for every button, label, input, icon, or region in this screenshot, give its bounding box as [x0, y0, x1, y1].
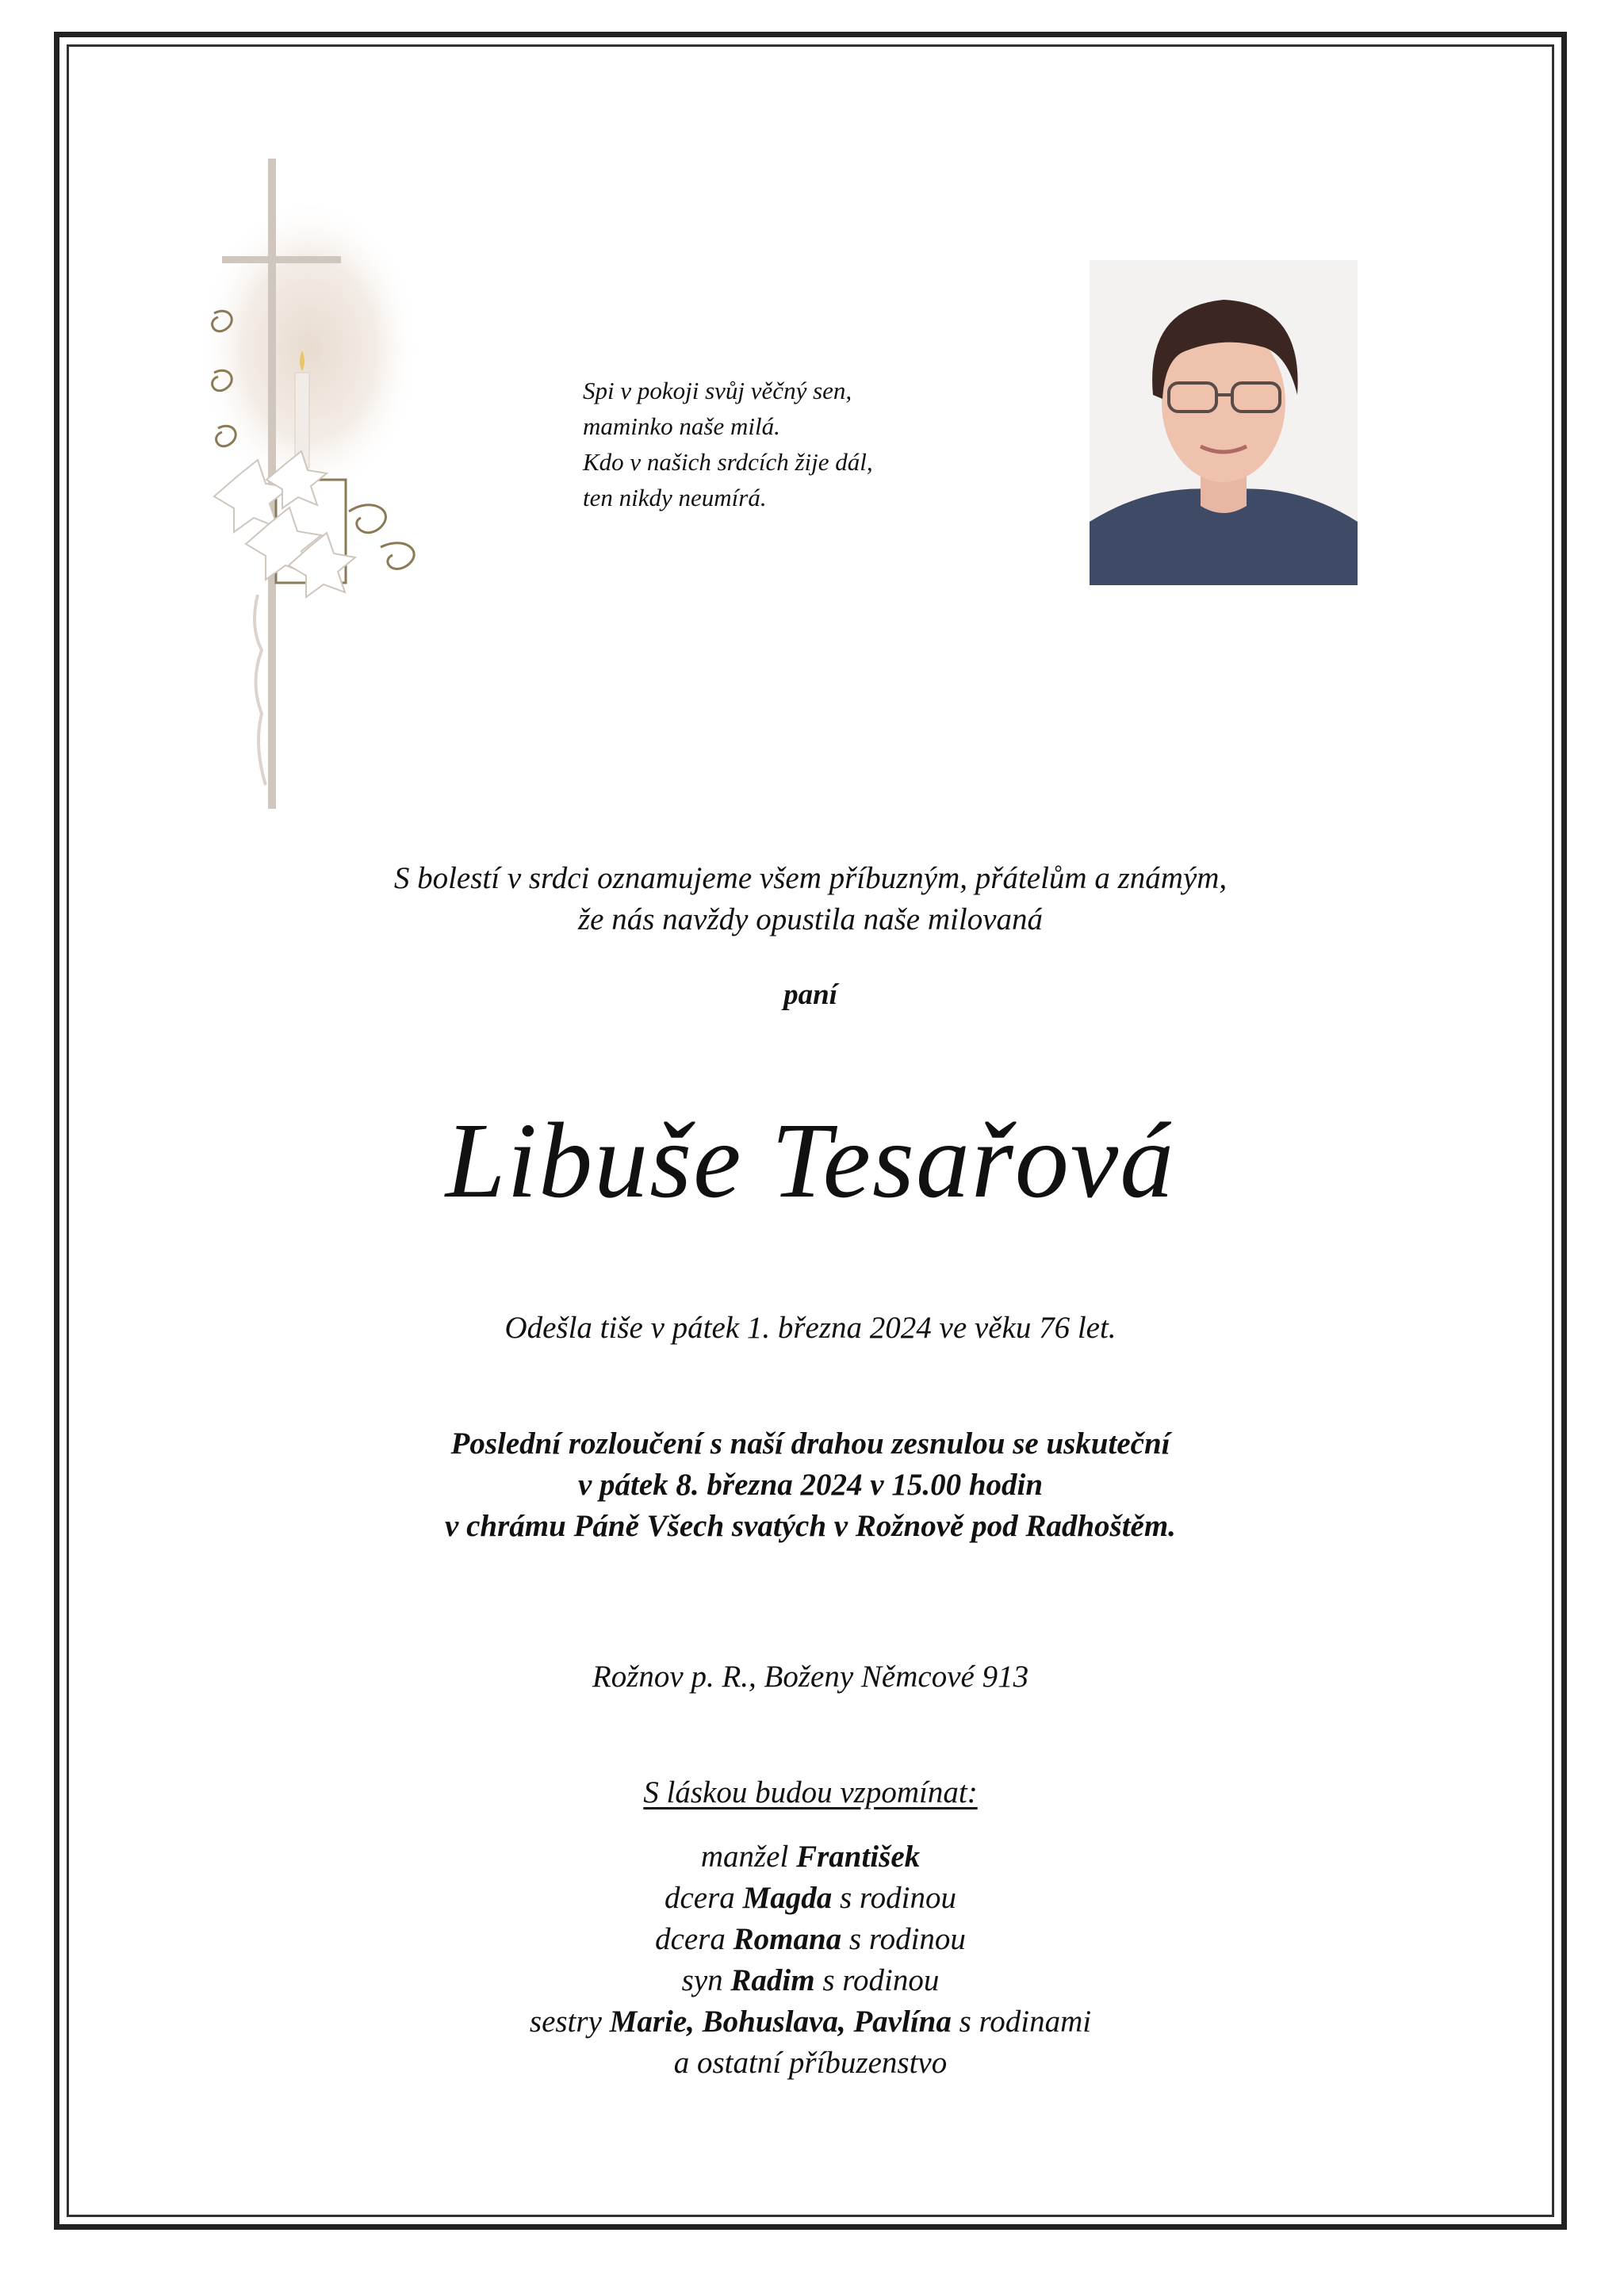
poem-line: Spi v pokoji svůj věčný sen, — [583, 377, 852, 404]
announcement-intro — [67, 858, 1554, 940]
family-address: Rožnov p. R., Boženy Němcové 913 — [592, 1660, 1029, 1694]
intro-line: že nás navždy opustila naše milovaná — [577, 902, 1044, 936]
mourner-line: dcera Magda s rodinou — [665, 1881, 956, 1915]
mourner-line: dcera Romana s rodinou — [655, 1922, 966, 1956]
death-notice: Odešla tiše v pátek 1. března 2024 ve věku 76 let. — [504, 1311, 1116, 1345]
intro-line: S bolestí v srdci oznamujeme všem příbuzným, přátelům a známým, — [393, 861, 1228, 895]
title-word: paní — [783, 978, 837, 1011]
poem-line: maminko naše milá. — [583, 412, 780, 440]
ceremony-line: v chrámu Páně Všech svatých v Rožnově pod Radhoštěm. — [445, 1509, 1176, 1543]
mourner-line: sestry Marie, Bohuslava, Pavlína s rodinami — [529, 2005, 1092, 2039]
memorial-poem — [583, 373, 873, 515]
ceremony-line: v pátek 8. března 2024 v 15.00 hodin — [577, 1468, 1044, 1502]
mourner-line: syn Radim s rodinou — [681, 1963, 940, 1997]
remember-heading: S láskou budou vzpomínat: — [643, 1775, 978, 1809]
cross-candle-lily-illustration — [190, 151, 492, 817]
poem-line: Kdo v našich srdcích žije dál, — [583, 448, 873, 476]
funeral-ceremony-info — [67, 1423, 1554, 1547]
portrait-photo — [1090, 260, 1358, 585]
poem-line: ten nikdy neumírá. — [583, 484, 767, 511]
mourner-line: a ostatní příbuzenstvo — [673, 2046, 948, 2080]
mourner-line: manžel František — [700, 1840, 921, 1874]
mourners-list — [67, 1836, 1554, 2084]
deceased-name: Libuše Tesařová — [445, 1101, 1176, 1220]
ceremony-line: Poslední rozloučení s naší drahou zesnulou se uskuteční — [450, 1426, 1170, 1461]
